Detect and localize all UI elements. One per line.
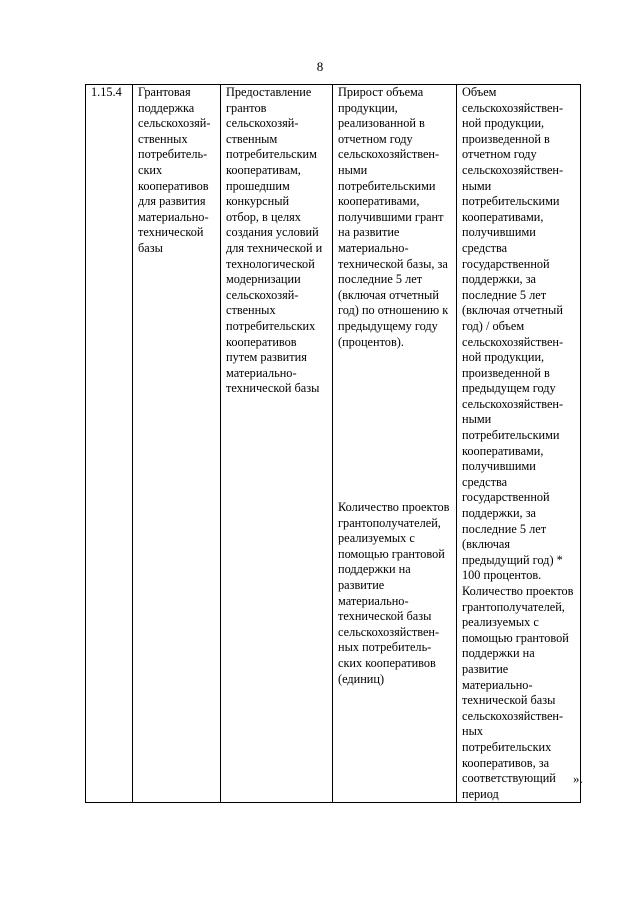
method-projects: Количество проектов грантополучателей, реализуемых с помощью грантовой поддержки на развитие материально- технической базы сельскохозяйствен- ных потребительских кооперативов, за соответствующий период bbox=[462, 584, 574, 801]
closing-quote-mark: ». bbox=[573, 771, 583, 786]
event-name-cell bbox=[133, 85, 221, 803]
indicator-cell bbox=[333, 85, 457, 803]
row-number-cell bbox=[86, 85, 133, 803]
method-cell bbox=[457, 85, 581, 803]
program-table bbox=[85, 84, 581, 803]
event-name: Грантовая поддержка сельскохозяй- ственных потребитель- ских кооперативов для развития материально- технической базы bbox=[138, 85, 211, 255]
indicator-growth: Прирост объема продукции, реализованной в отчетном году сельскохозяйствен- ными потребительскими кооперативами, получившими грант на развитие материально- технической базы, за последние 5 лет (включая отчетный год) по отношению к предыдущему году (процентов). bbox=[338, 85, 449, 349]
event-description: Предоставление грантов сельскохозяй- ственным потребительским кооперативам, прошедшим конкурсный отбор, в целях создания условий для технической и технологической модернизации сельскохозяй- ственных потребительских кооперативов путем развития материально- технической базы bbox=[226, 85, 323, 396]
page-number: 8 bbox=[316, 59, 324, 74]
row-number: 1.15.4 bbox=[91, 85, 122, 99]
table-row bbox=[86, 85, 581, 803]
indicator-projects: Количество проектов грантополучателей, реализуемых с помощью грантовой поддержки на развитие материально- технической базы сельскохозяйствен- ных потребитель- ских кооперативов (единиц) bbox=[338, 500, 450, 686]
event-description-cell bbox=[221, 85, 333, 803]
method-growth: Объем сельскохозяйствен- ной продукции, произведенной в отчетном году сельскохозяйствен- ными потребительскими кооперативами, получившими средства государственной поддержки, за последние 5 лет (включая отчетный год) / объем сельскохозяйствен- ной продукции, произведенной в предыдущем году сельскохозяйствен- ными потребительскими кооперативами, получившими средства государственной поддержки, за последние 5 лет (включая предыдущий год) * 100 процентов. bbox=[462, 85, 564, 583]
